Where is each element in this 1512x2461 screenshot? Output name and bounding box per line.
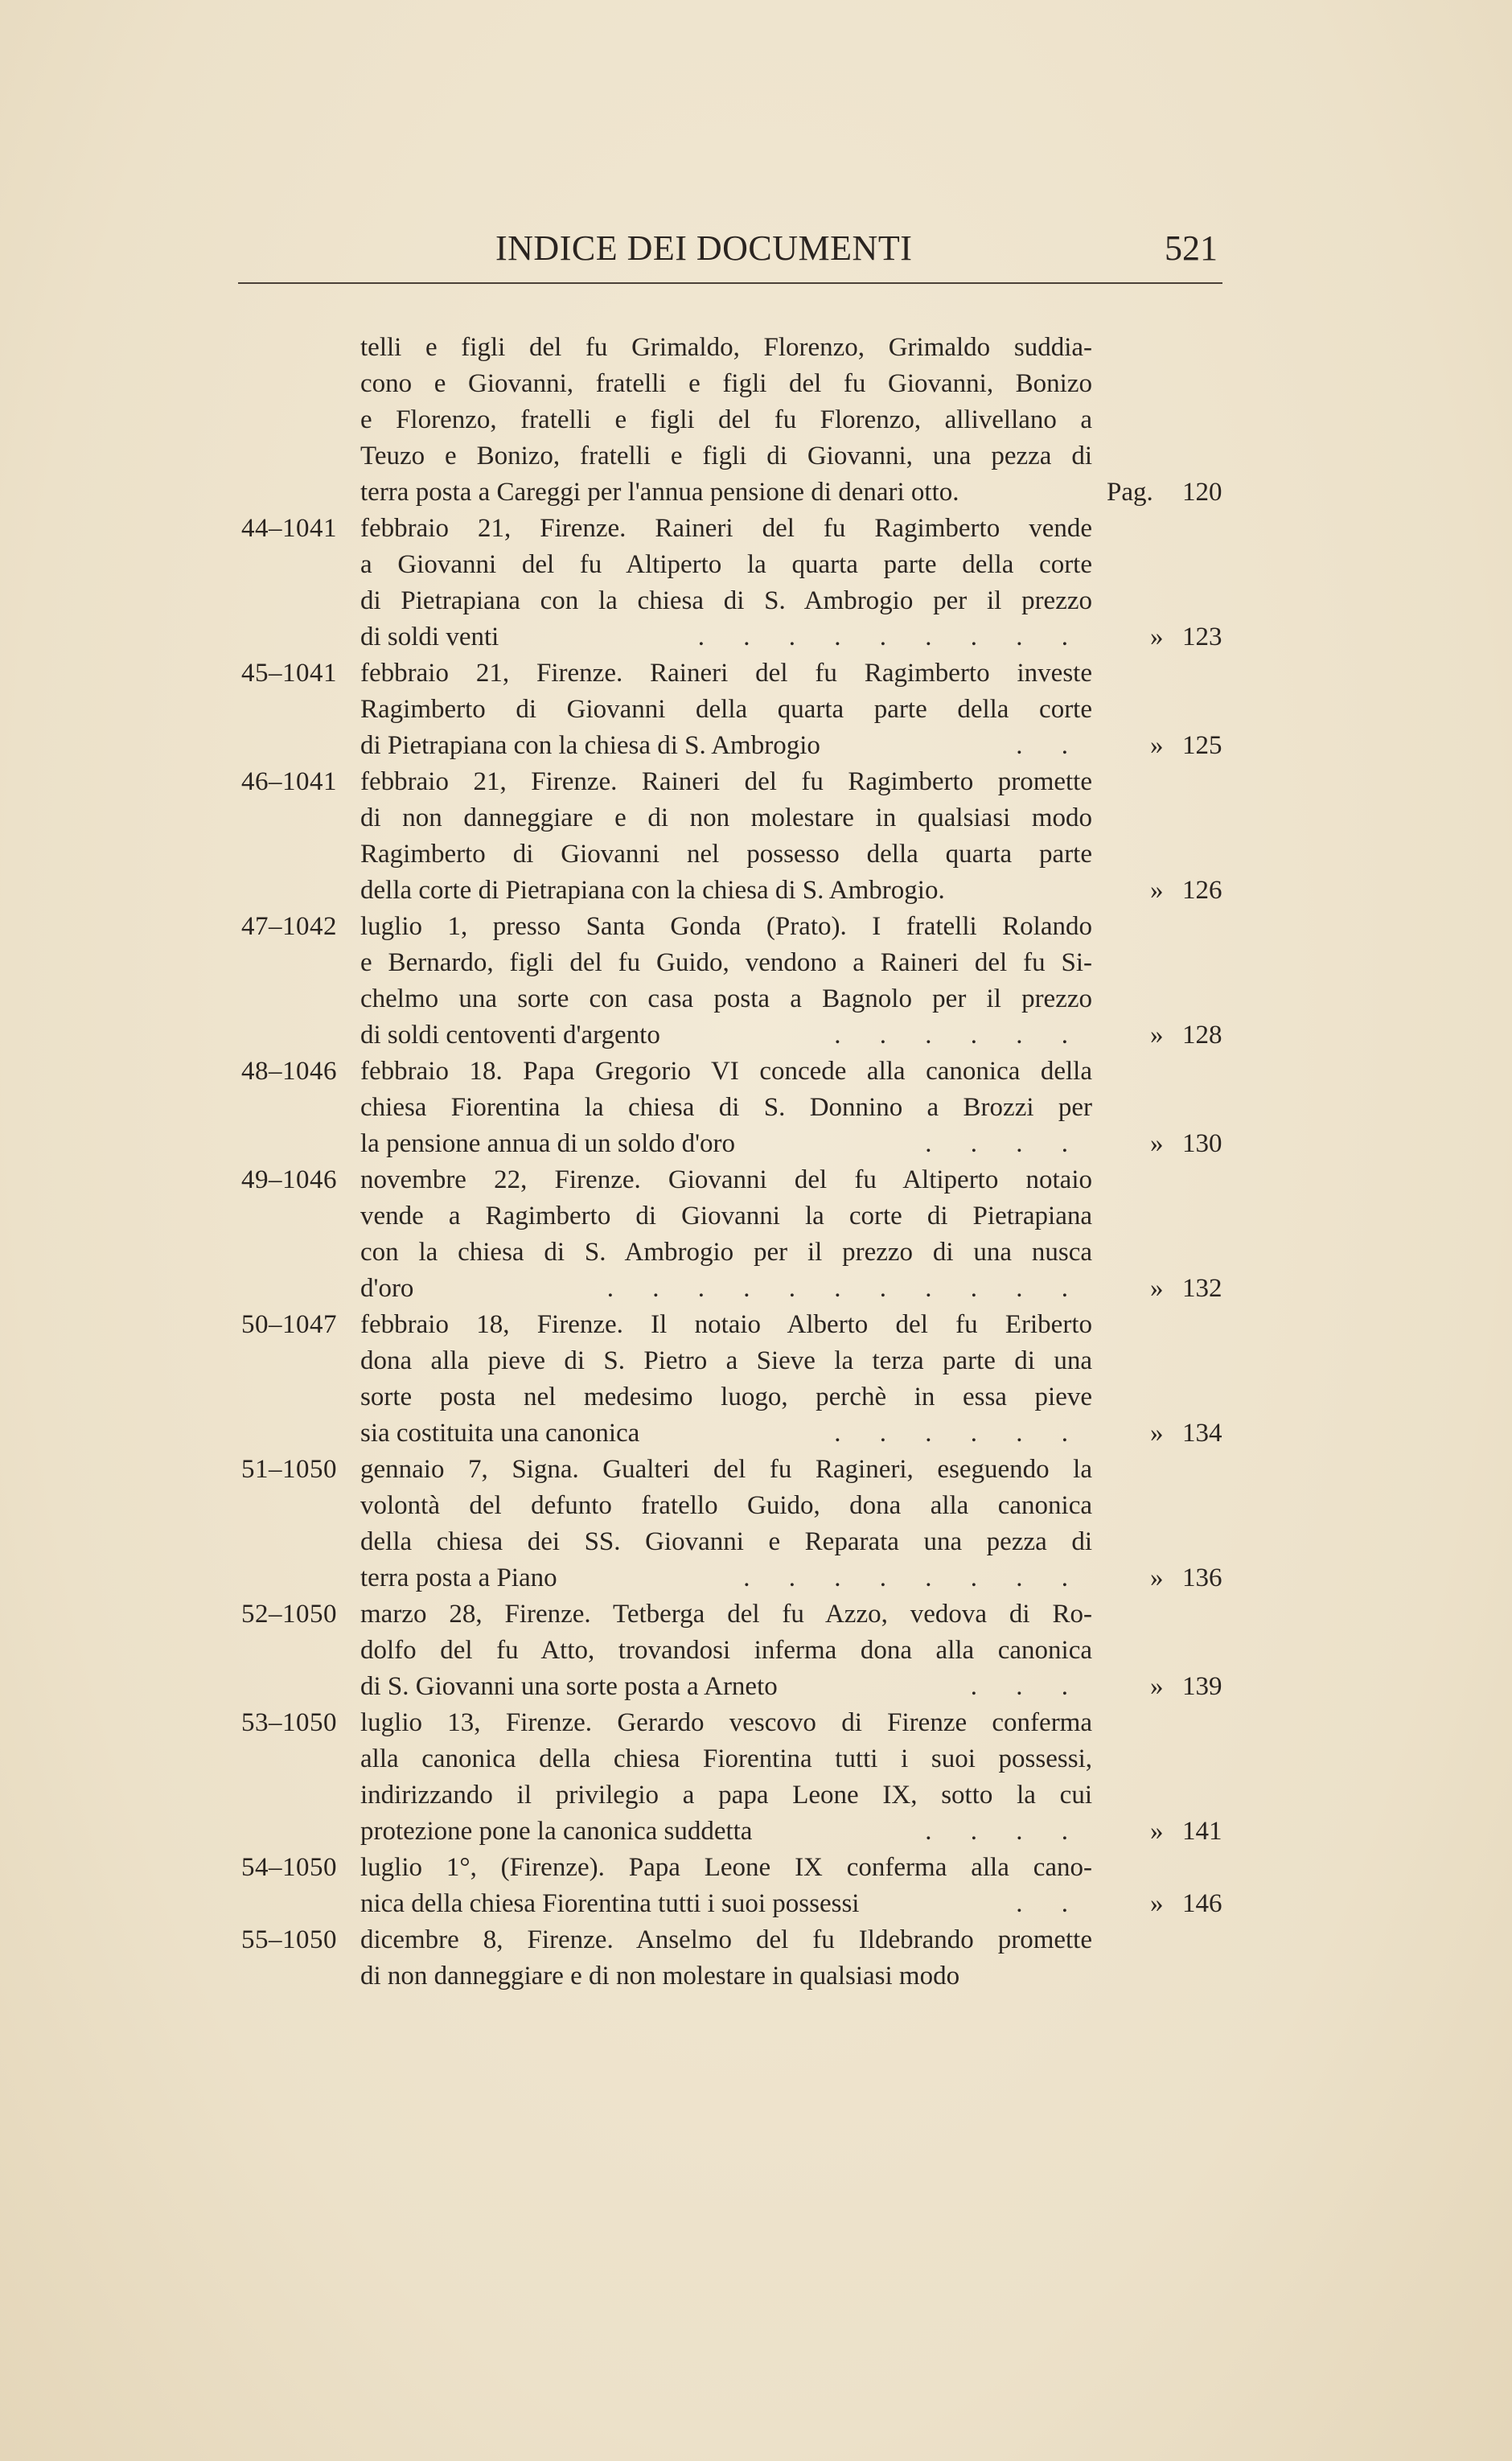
entry-line: chiesa Fiorentina la chiesa di S. Donnino a Brozzi per <box>360 1093 1092 1122</box>
entry-last-line <box>360 1814 1222 1850</box>
index-entry <box>241 1705 1231 1850</box>
entry-number: 45–1041 <box>241 659 337 688</box>
entry-last-line <box>360 1886 1222 1922</box>
entry-line: sia costituita una canonica <box>360 1419 640 1448</box>
entry-last-line <box>360 619 1222 655</box>
entry-body <box>360 909 1222 1054</box>
entry-line: di soldi centoventi d'argento <box>360 1021 660 1050</box>
index-entry <box>241 1162 1231 1307</box>
leader-dots: . . <box>1016 1889 1084 1918</box>
reference-marker: » <box>1150 622 1164 651</box>
entry-line: di non danneggiare e di non molestare in qualsiasi modo <box>360 803 1092 832</box>
reference-page: 125 <box>1182 731 1222 760</box>
entry-last-line <box>360 728 1222 764</box>
entry-line: di non danneggiare e di non molestare in qualsiasi modo <box>360 1962 960 1991</box>
entry-line: vende a Ragimberto di Giovanni la corte di Pietrapiana <box>360 1202 1092 1230</box>
entry-last-line <box>360 1415 1222 1452</box>
index-entry <box>241 1922 1231 1995</box>
reference-marker: » <box>1150 1129 1164 1158</box>
entry-line: di Pietrapiana con la chiesa di S. Ambrogio per il prezzo <box>360 586 1092 615</box>
entry-line: e Florenzo, fratelli e figli del fu Florenzo, allivellano a <box>360 405 1092 434</box>
reference-page: 141 <box>1182 1817 1222 1846</box>
reference-page: 128 <box>1182 1021 1222 1050</box>
index-entry <box>241 1596 1231 1705</box>
entry-line: febbraio 21, Firenze. Raineri del fu Ragimberto promette <box>360 767 1092 796</box>
entry-line: telli e figli del fu Grimaldo, Florenzo, Grimaldo suddia- <box>360 333 1092 362</box>
entry-line: luglio 1°, (Firenze). Papa Leone IX conferma alla cano- <box>360 1853 1092 1882</box>
entry-number: 52–1050 <box>241 1600 337 1629</box>
entry-body <box>360 1922 1092 1995</box>
entry-line: di Pietrapiana con la chiesa di S. Ambrogio <box>360 731 820 760</box>
entry-last-line <box>360 1669 1222 1705</box>
entry-line: Ragimberto di Giovanni della quarta parte della corte <box>360 695 1092 724</box>
reference-page: 123 <box>1182 622 1222 651</box>
entry-line: dona alla pieve di S. Pietro a Sieve la terza parte di una <box>360 1346 1092 1375</box>
entry-line: volontà del defunto fratello Guido, dona alla canonica <box>360 1491 1092 1520</box>
entry-body <box>360 1162 1222 1307</box>
entry-number: 51–1050 <box>241 1455 337 1484</box>
reference-marker: » <box>1150 1889 1164 1918</box>
entry-number: 49–1046 <box>241 1165 337 1194</box>
leader-dots: . . . . . . . . <box>743 1563 1084 1592</box>
entry-last-line <box>360 1958 1092 1995</box>
entry-last-line <box>360 475 1222 511</box>
entry-number: 48–1046 <box>241 1057 337 1086</box>
leader-dots: . . . . <box>925 1129 1084 1158</box>
entry-line: dolfo del fu Atto, trovandosi inferma dona alla canonica <box>360 1636 1092 1665</box>
entry-number: 47–1042 <box>241 912 337 941</box>
entry-line: terra posta a Piano <box>360 1563 557 1592</box>
entry-line: febbraio 21, Firenze. Raineri del fu Ragimberto vende <box>360 514 1092 543</box>
reference-marker: » <box>1150 1817 1164 1846</box>
reference-page: 136 <box>1182 1563 1222 1592</box>
entry-last-line <box>360 1271 1222 1307</box>
entry-number: 53–1050 <box>241 1708 337 1737</box>
reference-marker: » <box>1150 1672 1164 1701</box>
reference-marker: » <box>1150 1274 1164 1303</box>
entry-last-line <box>360 873 1222 909</box>
entry-line: luglio 1, presso Santa Gonda (Prato). I fratelli Rolando <box>360 912 1092 941</box>
reference-marker: » <box>1150 731 1164 760</box>
entry-line: con la chiesa di S. Ambrogio per il prezzo di una nusca <box>360 1238 1092 1267</box>
index-entry <box>241 1307 1231 1452</box>
index-entry <box>241 511 1231 655</box>
entry-line: della corte di Pietrapiana con la chiesa di S. Ambrogio. <box>360 876 945 905</box>
entry-line: febbraio 21, Firenze. Raineri del fu Ragimberto investe <box>360 659 1092 688</box>
entry-line: della chiesa dei SS. Giovanni e Reparata una pezza di <box>360 1527 1092 1556</box>
reference-page: 134 <box>1182 1419 1222 1448</box>
page-header <box>238 228 1222 284</box>
document-index <box>241 330 1231 1995</box>
reference-marker: » <box>1150 876 1164 905</box>
entry-line: chelmo una sorte con casa posta a Bagnolo per il prezzo <box>360 984 1092 1013</box>
entry-number: 50–1047 <box>241 1310 337 1339</box>
reference-marker: Pag. <box>1107 478 1153 507</box>
entry-line: terra posta a Careggi per l'annua pensione di denari otto. <box>360 478 959 507</box>
page-number: 521 <box>1165 228 1218 268</box>
entry-body <box>360 1307 1222 1452</box>
index-entry <box>241 764 1231 909</box>
entry-line: protezione pone la canonica suddetta <box>360 1817 753 1846</box>
index-entry <box>241 909 1231 1054</box>
reference-page: 139 <box>1182 1672 1222 1701</box>
entry-line: indirizzando il privilegio a papa Leone IX, sotto la cui <box>360 1781 1092 1810</box>
leader-dots: . . . . <box>925 1817 1084 1846</box>
entry-line: luglio 13, Firenze. Gerardo vescovo di Firenze conferma <box>360 1708 1092 1737</box>
entry-number: 46–1041 <box>241 767 337 796</box>
entry-line: Teuzo e Bonizo, fratelli e figli di Giovanni, una pezza di <box>360 442 1092 470</box>
entry-line: d'oro <box>360 1274 414 1303</box>
reference-marker: » <box>1150 1563 1164 1592</box>
entry-line: a Giovanni del fu Altiperto la quarta parte della corte <box>360 550 1092 579</box>
entry-number: 44–1041 <box>241 514 337 543</box>
reference-page: 120 <box>1182 478 1222 507</box>
reference-marker: » <box>1150 1419 1164 1448</box>
header-rule <box>238 282 1222 284</box>
entry-body <box>360 1850 1222 1922</box>
entry-line: dicembre 8, Firenze. Anselmo del fu Ildebrando promette <box>360 1925 1092 1954</box>
leader-dots: . . . . . . . . . <box>697 622 1084 651</box>
entry-number: 55–1050 <box>241 1925 337 1954</box>
leader-dots: . . . . . . . . . . . <box>606 1274 1084 1303</box>
index-entry <box>241 1452 1231 1596</box>
reference-page: 126 <box>1182 876 1222 905</box>
entry-line: febbraio 18. Papa Gregorio VI concede alla canonica della <box>360 1057 1092 1086</box>
entry-body <box>360 1596 1222 1705</box>
index-entry <box>241 1850 1231 1922</box>
entry-line: di soldi venti <box>360 622 499 651</box>
entry-line: Ragimberto di Giovanni nel possesso della quarta parte <box>360 840 1092 869</box>
index-entry <box>241 1054 1231 1162</box>
entry-last-line <box>360 1017 1222 1054</box>
entry-body <box>360 655 1222 764</box>
reference-page: 146 <box>1182 1889 1222 1918</box>
entry-line: cono e Giovanni, fratelli e figli del fu Giovanni, Bonizo <box>360 369 1092 398</box>
entry-line: novembre 22, Firenze. Giovanni del fu Altiperto notaio <box>360 1165 1092 1194</box>
leader-dots: . . . . . . <box>834 1419 1084 1448</box>
entry-line: alla canonica della chiesa Fiorentina tutti i suoi possessi, <box>360 1744 1092 1773</box>
entry-body <box>360 1452 1222 1596</box>
leader-dots: . . <box>1016 731 1084 760</box>
entry-last-line <box>360 1126 1222 1162</box>
entry-line: febbraio 18, Firenze. Il notaio Alberto del fu Eriberto <box>360 1310 1092 1339</box>
page-title: INDICE DEI DOCUMENTI <box>495 228 913 268</box>
entry-last-line <box>360 1560 1222 1596</box>
entry-line: la pensione annua di un soldo d'oro <box>360 1129 736 1158</box>
index-entry <box>241 655 1231 764</box>
reference-page: 132 <box>1182 1274 1222 1303</box>
entry-body <box>360 1705 1222 1850</box>
entry-body <box>360 330 1222 511</box>
leader-dots: . . . . . . <box>834 1021 1084 1050</box>
entry-line: sorte posta nel medesimo luogo, perchè in essa pieve <box>360 1383 1092 1411</box>
leader-dots: . . . <box>970 1672 1084 1701</box>
entry-line: nica della chiesa Fiorentina tutti i suoi possessi <box>360 1889 860 1918</box>
entry-body <box>360 764 1222 909</box>
entry-body <box>360 1054 1222 1162</box>
entry-line: marzo 28, Firenze. Tetberga del fu Azzo, vedova di Ro- <box>360 1600 1092 1629</box>
entry-line: di S. Giovanni una sorte posta a Arneto <box>360 1672 778 1701</box>
entry-number: 54–1050 <box>241 1853 337 1882</box>
entry-line: e Bernardo, figli del fu Guido, vendono a Raineri del fu Si- <box>360 948 1092 977</box>
reference-marker: » <box>1150 1021 1164 1050</box>
reference-page: 130 <box>1182 1129 1222 1158</box>
entry-body <box>360 511 1222 655</box>
continuation-entry <box>241 330 1231 511</box>
entry-line: gennaio 7, Signa. Gualteri del fu Ragineri, eseguendo la <box>360 1455 1092 1484</box>
